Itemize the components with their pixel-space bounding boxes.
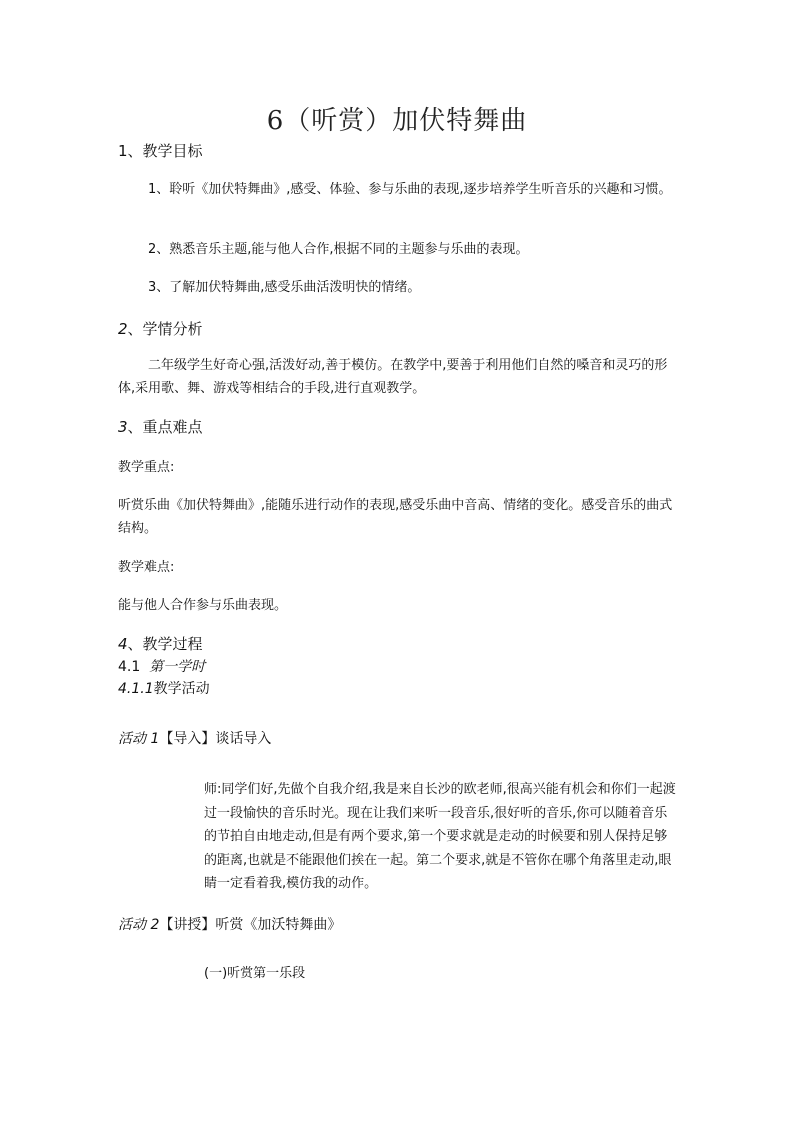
subsection-first-lesson	[118, 656, 205, 676]
section-number: 2	[118, 320, 128, 338]
difficulty-label: 教学难点:	[118, 560, 175, 575]
activity-1-heading	[118, 728, 271, 748]
section-heading-analysis	[118, 318, 203, 339]
goal-1: 1、聆听《加伏特舞曲》,感受、体验、参与乐曲的表现,逐步培养学生听音乐的兴趣和习惯。	[148, 182, 672, 197]
activity-2-heading	[118, 914, 341, 934]
section-heading-process	[118, 633, 203, 654]
activity-1-text: 师:同学们好,先做个自我介绍,我是来自长沙的欧老师,很高兴能有机会和你们一起渡过一段愉快的音乐时光。现在让我们来听一段音乐,很好听的音乐,你可以随着音乐的节拍自由地走动,但是有两个要求,第一个要求就是走动的时候要和别人保持足够的距离,也就是不能跟他们挨在一起。第二个要求,就是不管你在哪个角落里走动,眼睛一定看着我,模仿我的动作。	[204, 782, 676, 891]
activity-tag: 【导入】谈话导入	[159, 731, 272, 747]
subsection-title: 第一学时	[149, 659, 206, 675]
activity-label: 活动 1	[118, 731, 160, 747]
subsection-activities	[118, 678, 210, 698]
page-title: 6（听赏）加伏特舞曲	[266, 106, 528, 136]
key-point-text: 听赏乐曲《加伏特舞曲》,能随乐进行动作的表现,感受乐曲中音高、情绪的变化。感受音乐的曲式结构。	[118, 498, 673, 536]
section-heading-goals: 1、教学目标	[118, 142, 203, 160]
section-title: 、教学过程	[127, 635, 203, 653]
subsection-number: 4.1.1	[118, 681, 154, 697]
goal-2: 2、熟悉音乐主题,能与他人合作,根据不同的主题参与乐曲的表现。	[148, 242, 529, 257]
section-title: 、学情分析	[127, 320, 203, 338]
subsection-number: 4.1	[118, 659, 141, 675]
analysis-paragraph: 二年级学生好奇心强,活泼好动,善于模仿。在教学中,要善于利用他们自然的嗓音和灵巧的形体,采用歌、舞、游戏等相结合的手段,进行直观教学。	[118, 358, 668, 396]
section-number: 4	[118, 635, 128, 653]
key-point-label: 教学重点:	[118, 460, 175, 475]
activity-2-subheading: (一)听赏第一乐段	[204, 966, 306, 981]
activity-label: 活动 2	[118, 917, 160, 933]
activity-tag: 【讲授】听赏《加沃特舞曲》	[159, 917, 342, 933]
goal-3: 3、了解加伏特舞曲,感受乐曲活泼明快的情绪。	[148, 280, 421, 295]
section-heading-keypoints	[118, 416, 203, 437]
difficulty-text: 能与他人合作参与乐曲表现。	[118, 598, 288, 613]
subsection-title: 教学活动	[153, 681, 210, 697]
section-number: 3	[118, 418, 128, 436]
section-title: 、重点难点	[127, 418, 203, 436]
